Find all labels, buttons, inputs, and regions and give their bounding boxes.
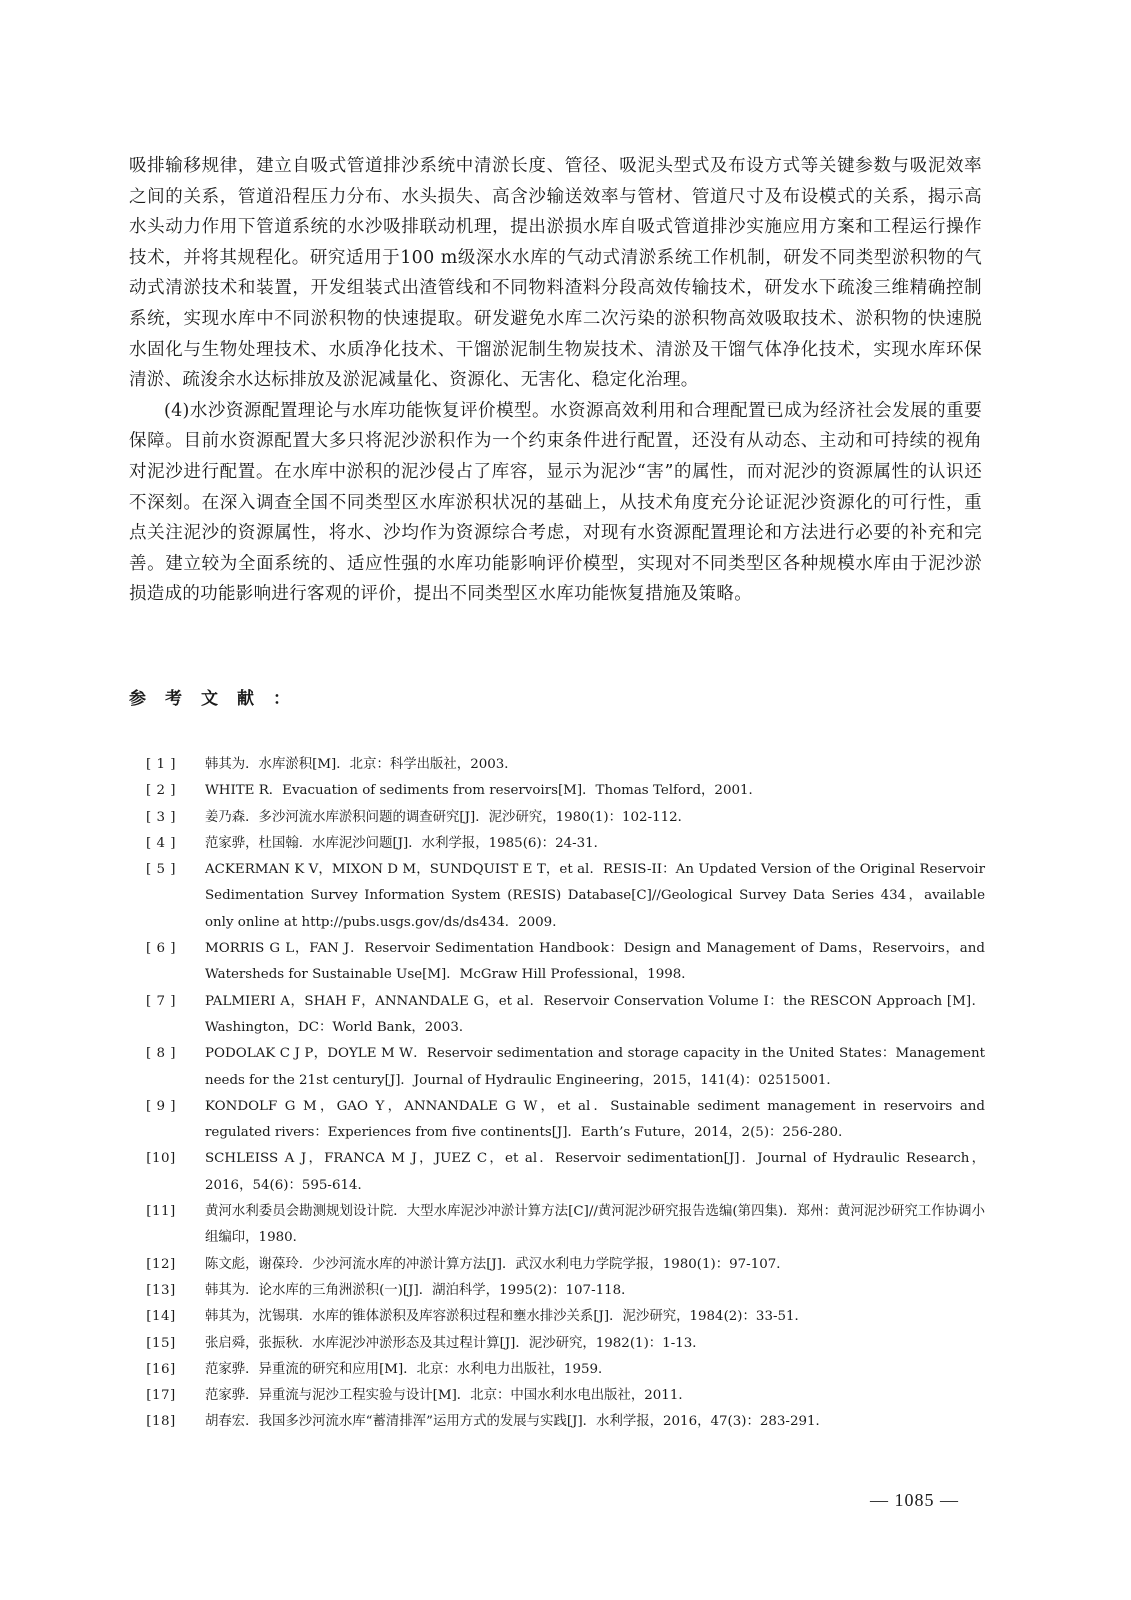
reference-number: [11] — [146, 1204, 176, 1220]
reference-item — [137, 831, 985, 857]
reference-number: [16] — [146, 1361, 176, 1377]
reference-number: [17] — [146, 1388, 176, 1404]
reference-text: 韩其为，沈锡琪．水库的锥体淤积及库容淤积过程和壅水排沙关系[J]．泥沙研究，1984(2)：33-51． — [205, 1309, 808, 1325]
reference-item — [137, 1094, 985, 1147]
reference-number: [14] — [146, 1309, 176, 1325]
reference-number: [ 7 ] — [146, 993, 176, 1009]
reference-text: 范家骅，杜国翰．水库泥沙问题[J]．水利学报，1985(6)：24-31． — [205, 835, 608, 851]
body-text — [129, 151, 982, 610]
reference-item — [137, 805, 985, 831]
reference-item — [137, 1383, 985, 1409]
reference-item — [137, 1199, 985, 1252]
references-heading: 参考文献： — [129, 689, 309, 709]
reference-text: PODOLAK C J P，DOYLE M W．Reservoir sedimentation and storage capacity in the United States：Management needs for the 21st century[J]．Journal of Hydraulic Engineering，2015，141(4)：02515001． — [205, 1046, 985, 1088]
reference-text: ACKERMAN K V，MIXON D M，SUNDQUIST E T，et al．RESIS-II：An Updated Version of the Original Reservoir Sedimentation Survey Information System (RESIS) Database[C]//Geological Survey Data Series 434，available only online at http://pubs.usgs.gov/ds/ds434．2009． — [205, 862, 985, 930]
page-number: — 1085 — — [870, 1490, 959, 1510]
reference-number: [ 8 ] — [146, 1046, 176, 1062]
reference-item — [137, 857, 985, 936]
reference-item — [137, 936, 985, 989]
reference-item — [137, 1278, 985, 1304]
reference-item — [137, 1331, 985, 1357]
reference-text: WHITE R．Evacuation of sediments from reservoirs[M]．Thomas Telford，2001． — [205, 783, 762, 799]
reference-text: 张启舜，张振秋．水库泥沙冲淤形态及其过程计算[J]．泥沙研究，1982(1)：1-13． — [205, 1335, 706, 1351]
reference-item — [137, 989, 985, 1042]
reference-number: [13] — [146, 1282, 176, 1298]
reference-number: [ 4 ] — [146, 835, 176, 851]
reference-item — [137, 752, 985, 778]
reference-number: [10] — [146, 1151, 176, 1167]
reference-item — [137, 1304, 985, 1330]
reference-item — [137, 1146, 985, 1199]
reference-text: 韩其为．水库淤积[M]．北京：科学出版社，2003． — [205, 757, 518, 772]
reference-text: 胡春宏．我国多沙河流水库“蓄清排浑”运用方式的发展与实践[J]．水利学报，2016，47(3)：283-291． — [205, 1414, 829, 1430]
reference-text: KONDOLF G M，GAO Y，ANNANDALE G W，et al．Sustainable sediment management in reservoirs and regulated rivers：Experiences from five continents[J]．Earth’s Future，2014，2(5)：256-280． — [205, 1098, 985, 1141]
reference-text: SCHLEISS A J，FRANCA M J，JUEZ C，et al．Reservoir sedimentation[J]．Journal of Hydraulic Research，2016，54(6)：595-614． — [205, 1151, 985, 1193]
reference-text: 范家骅．异重流的研究和应用[M]．北京：水利电力出版社，1959． — [205, 1361, 612, 1377]
reference-text: 范家骅．异重流与泥沙工程实验与设计[M]．北京：中国水利水电出版社，2011． — [205, 1388, 692, 1404]
reference-text: 韩其为．论水库的三角洲淤积(一)[J]．湖泊科学，1995(2)：107-118． — [205, 1282, 635, 1298]
reference-text: MORRIS G L，FAN J．Reservoir Sedimentation Handbook：Design and Management of Dams，Reservoirs，and Watersheds for Sustainable Use[M]．McGraw Hill Professional，1998． — [205, 941, 985, 983]
reference-item — [137, 778, 985, 804]
reference-number: [ 9 ] — [146, 1098, 176, 1114]
reference-number: [12] — [146, 1256, 176, 1272]
reference-item — [137, 1409, 985, 1435]
reference-number: [ 3 ] — [146, 809, 176, 825]
reference-number: [ 6 ] — [146, 941, 176, 957]
reference-text: 姜乃森．多沙河流水库淤积问题的调查研究[J]．泥沙研究，1980(1)：102-112． — [205, 809, 692, 825]
reference-number: [ 1 ] — [146, 757, 176, 772]
reference-text: 黄河水利委员会勘测规划设计院．大型水库泥沙冲淤计算方法[C]//黄河泥沙研究报告选编(第四集)．郑州：黄河泥沙研究工作协调小组编印，1980． — [205, 1204, 985, 1246]
reference-item — [137, 1357, 985, 1383]
reference-text: PALMIERI A，SHAH F，ANNANDALE G，et al．Reservoir Conservation Volume I：the RESCON Approach [M]．Washington，DC：World Bank，2003． — [205, 993, 985, 1035]
reference-number: [ 2 ] — [146, 783, 176, 799]
reference-number: [18] — [146, 1414, 176, 1430]
reference-text: 陈文彪，谢葆玲．少沙河流水库的冲淤计算方法[J]．武汉水利电力学院学报，1980(1)：97-107． — [205, 1256, 790, 1272]
reference-item — [137, 1252, 985, 1278]
body-paragraph-1: 吸排输移规律，建立自吸式管道排沙系统中清淤长度、管径、吸泥头型式及布设方式等关键参数与吸泥效率之间的关系，管道沿程压力分布、水头损失、高含沙输送效率与管材、管道尺寸及布设模式的关系，揭示高水头动力作用下管道系统的水沙吸排联动机理，提出淤损水库自吸式管道排沙实施应用方案和工程运行操作技术，并将其规程化。研究适用于100 m级深水水库的气动式清淤系统工作机制，研发不同类型淤积物的气动式清淤技术和装置，开发组装式出渣管线和不同物料渣料分段高效传输技术，研发水下疏浚三维精确控制系统，实现水库中不同淤积物的快速提取。研发避免水库二次污染的淤积物高效吸取技术、淤积物的快速脱水固化与生物处理技术、水质净化技术、干馏淤泥制生物炭技术、清淤及干馏气体净化技术，实现水库环保清淤、疏浚余水达标排放及淤泥减量化、资源化、无害化、稳定化治理。 — [129, 156, 982, 391]
reference-number: [15] — [146, 1335, 176, 1351]
references-list — [137, 752, 985, 1436]
reference-item — [137, 1041, 985, 1094]
body-paragraph-2: (4)水沙资源配置理论与水库功能恢复评价模型。水资源高效利用和合理配置已成为经济社会发展的重要保障。目前水资源配置大多只将泥沙淤积作为一个约束条件进行配置，还没有从动态、主动和可持续的视角对泥沙进行配置。在水库中淤积的泥沙侵占了库容，显示为泥沙“害”的属性，而对泥沙的资源属性的认识还不深刻。在深入调查全国不同类型区水库淤积状况的基础上，从技术角度充分论证泥沙资源化的可行性，重点关注泥沙的资源属性，将水、沙均作为资源综合考虑，对现有水资源配置理论和方法进行必要的补充和完善。建立较为全面系统的、适应性强的水库功能影响评价模型，实现对不同类型区各种规模水库由于泥沙淤损造成的功能影响进行客观的评价，提出不同类型区水库功能恢复措施及策略。 — [129, 400, 982, 605]
reference-number: [ 5 ] — [146, 862, 176, 878]
